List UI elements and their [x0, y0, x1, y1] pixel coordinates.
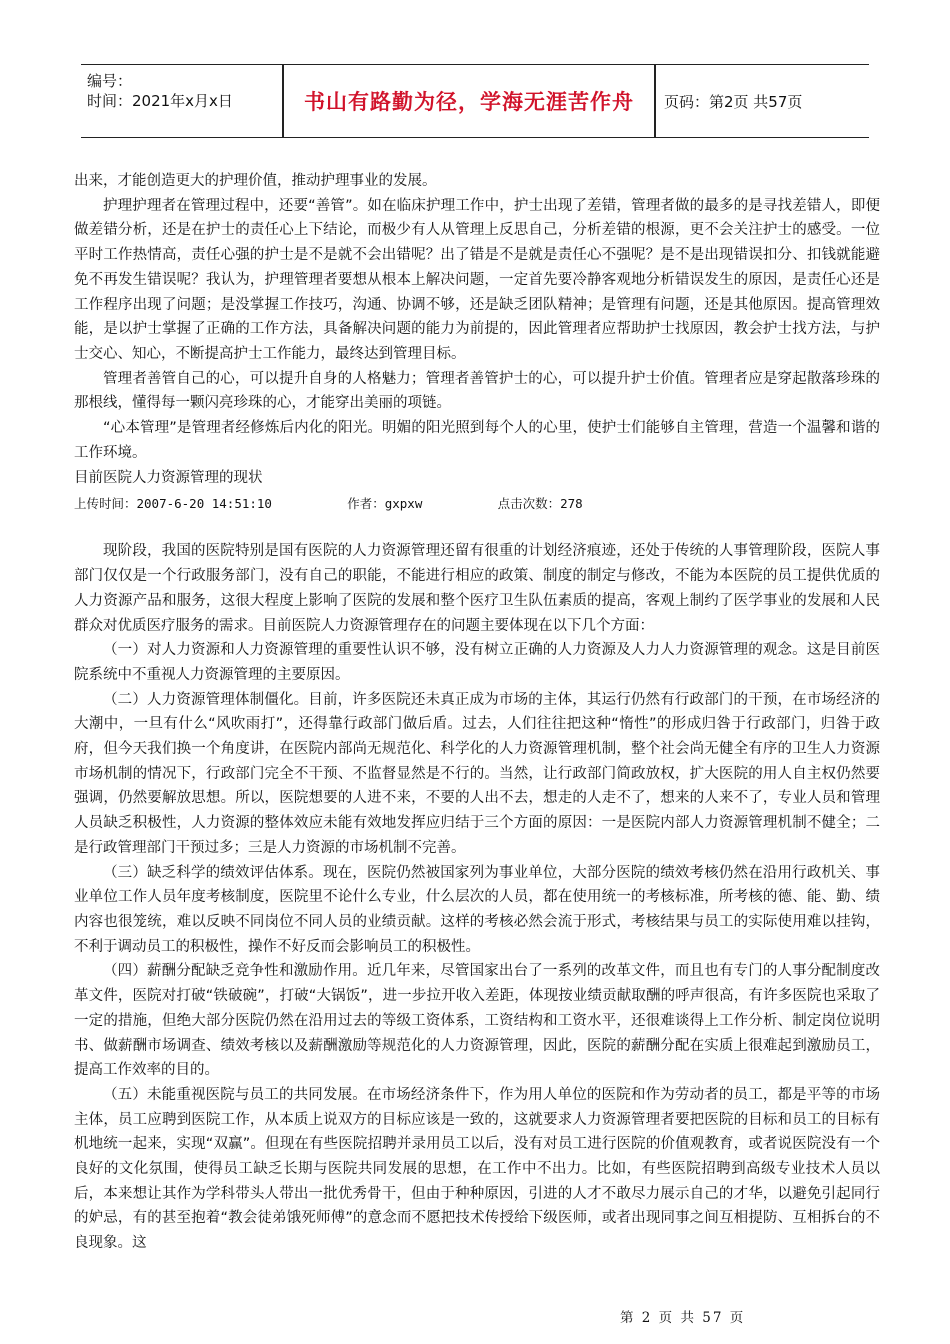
paragraph: （一）对人力资源和人力资源管理的重要性认识不够，没有树立正确的人力资源及人力人力资源管理的观念。这是目前医院系统中不重视人力资源管理的主要原因。 [74, 642, 880, 683]
header-page-info: 页码：第2页 共57页 [664, 93, 803, 111]
paragraph: （三）缺乏科学的绩效评估体系。现在，医院仍然被国家列为事业单位，大部分医院的绩效考核仍然在沿用行政机关、事业单位工作人员年度考核制度，医院里不论什么专业，什么层次的人员，都在使用统一的考核标准，所考核的德、能、勤、绩内容也很笼统，难以反映不同岗位不同人员的业绩贡献。这样的考核必然会流于形式，考核结果与员工的实际使用难以挂钩，不利于调动员工的积极性，操作不好反而会影响员工的积极性。 [74, 864, 880, 955]
paragraph: 护理护理者在管理过程中，还要“善管”。如在临床护理工作中，护士出现了差错，管理者做的最多的是寻找差错人，即便做差错分析，还是在护士的责任心上下结论，而极少有人从管理上反思自己，分析差错的根源，更不会关注护士的感受。一位平时工作热情高，责任心强的护士是不是就不会出错呢？出了错是不是就是责任心不强呢？是不是出现错误扣分、扣钱就能避免不再发生错误呢？我认为，护理管理者要想从根本上解决问题，一定首先要冷静客观地分析错误发生的原因，是责任心还是工作程序出现了问题；是没掌握工作技巧，沟通、协调不够，还是缺乏团队精神；是管理有问题，还是其他原因。提高管理效能，是以护士掌握了正确的工作方法，具备解决问题的能力为前提的，因此管理者应帮助护士找原因，教会护士找方法，与护士交心、知心，不断提高护士工作能力，最终达到管理目标。 [74, 197, 880, 362]
page-footer: 第 2 页 共 57 页 [620, 1310, 746, 1326]
paragraph: “心本管理”是管理者经修炼后内化的阳光。明媚的阳光照到每个人的心里，使护士们能够自主管理，营造一个温馨和谐的工作环境。 [74, 420, 880, 461]
document-number-label: 编号： [87, 72, 133, 90]
paragraph: 出来，才能创造更大的护理价值，推动护理事业的发展。 [74, 173, 437, 189]
document-date: 时间：2021年x月x日 [87, 92, 233, 110]
paragraph: （四）薪酬分配缺乏竞争性和激励作用。近几年来，尽管国家出台了一系列的改革文件，而且也有专门的人事分配制度改革文件，医院对打破“铁破碗”，打破“大锅饭”，进一步拉开收入差距，体现按业绩贡献取酬的呼声很高，有许多医院也采取了一定的措施，但绝大部分医院仍然在沿用过去的等级工资体系，工资结构和工资水平，还很难谈得上工作分析、制定岗位说明书、做薪酬市场调查、绩效考核以及薪酬激励等规范化的人力资源管理，因此，医院的薪酬分配在实质上很难起到激励员工，提高工作效率的目的。 [74, 963, 880, 1079]
header-divider [654, 65, 656, 137]
paragraph: （五）未能重视医院与员工的共同发展。在市场经济条件下，作为用人单位的医院和作为劳动者的员工，都是平等的市场主体，员工应聘到医院工作，从本质上说双方的目标应该是一致的，这就要求人力资源管理者要把医院的目标和员工的目标有机地统一起来，实现“双赢”。但现在有些医院招聘并录用员工以后，没有对员工进行医院的价值观教育，或者说医院没有一个良好的文化氛围，使得员工缺乏长期与医院共同发展的思想，在工作中不出力。比如，有些医院招聘到高级专业技术人员以后，本来想让其作为学科带头人带出一批优秀骨干，但由于种种原因，引进的人才不敢尽力展示自己的才华，以避免引起同行的妒忌，有的甚至抱着“教会徒弟饿死师傅”的意念而不愿把技术传授给下级医师，或者出现同事之间互相提防、互相拆台的不良现象。这 [74, 1086, 880, 1252]
document-body [74, 169, 880, 1256]
page-header [81, 64, 869, 138]
paragraph: 现阶段，我国的医院特别是国有医院的人力资源管理还留有很重的计划经济痕迹，还处于传统的人事管理阶段，医院人事部门仅仅是一个行政服务部门，没有自己的职能，不能进行相应的政策、制度的制定与修改，不能为本医院的员工提供优质的人力资源产品和服务，这很大程度上影响了医院的发展和整个医疗卫生队伍素质的提高，客观上制约了医学事业的发展和人民群众对优质医疗服务的需求。目前医院人力资源管理存在的问题主要体现在以下几个方面： [74, 543, 880, 634]
header-meta [87, 71, 233, 111]
header-motto: 书山有路勤为径，学海无涯苦作舟 [304, 90, 634, 114]
article-meta: 上传时间：2007-6-20 14:51:10 作者：gxpxw 点击次数：278 [74, 496, 583, 512]
paragraph: （二）人力资源管理体制僵化。目前，许多医院还未真正成为市场的主体，其运行仍然有行政部门的干预，在市场经济的大潮中，一旦有什么“风吹雨打”，还得靠行政部门做后盾。过去，人们往往把这种“惰性”的形成归咎于行政部门，归咎于政府，但今天我们换一个角度讲，在医院内部尚无规范化、科学化的人力资源管理机制，整个社会尚无健全有序的卫生人力资源市场机制的情况下，行政部门完全不干预、不监督显然是不行的。当然，让行政部门简政放权，扩大医院的用人自主权仍然要强调，仍然要解放思想。所以，医院想要的人进不来，不要的人出不去，想走的人走不了，想来的人来不了，专业人员和管理人员缺乏积极性，人力资源的整体效应未能有效地发挥应归结于三个方面的原因：一是医院内部人力资源管理机制不健全；二是行政管理部门干预过多；三是人力资源的市场机制不完善。 [74, 691, 880, 856]
article-title: 目前医院人力资源管理的现状 [74, 470, 263, 487]
paragraph: 管理者善管自己的心，可以提升自身的人格魅力；管理者善管护士的心，可以提升护士价值。管理者应是穿起散落珍珠的那根线，懂得每一颗闪亮珍珠的心，才能穿出美丽的项链。 [74, 370, 880, 412]
